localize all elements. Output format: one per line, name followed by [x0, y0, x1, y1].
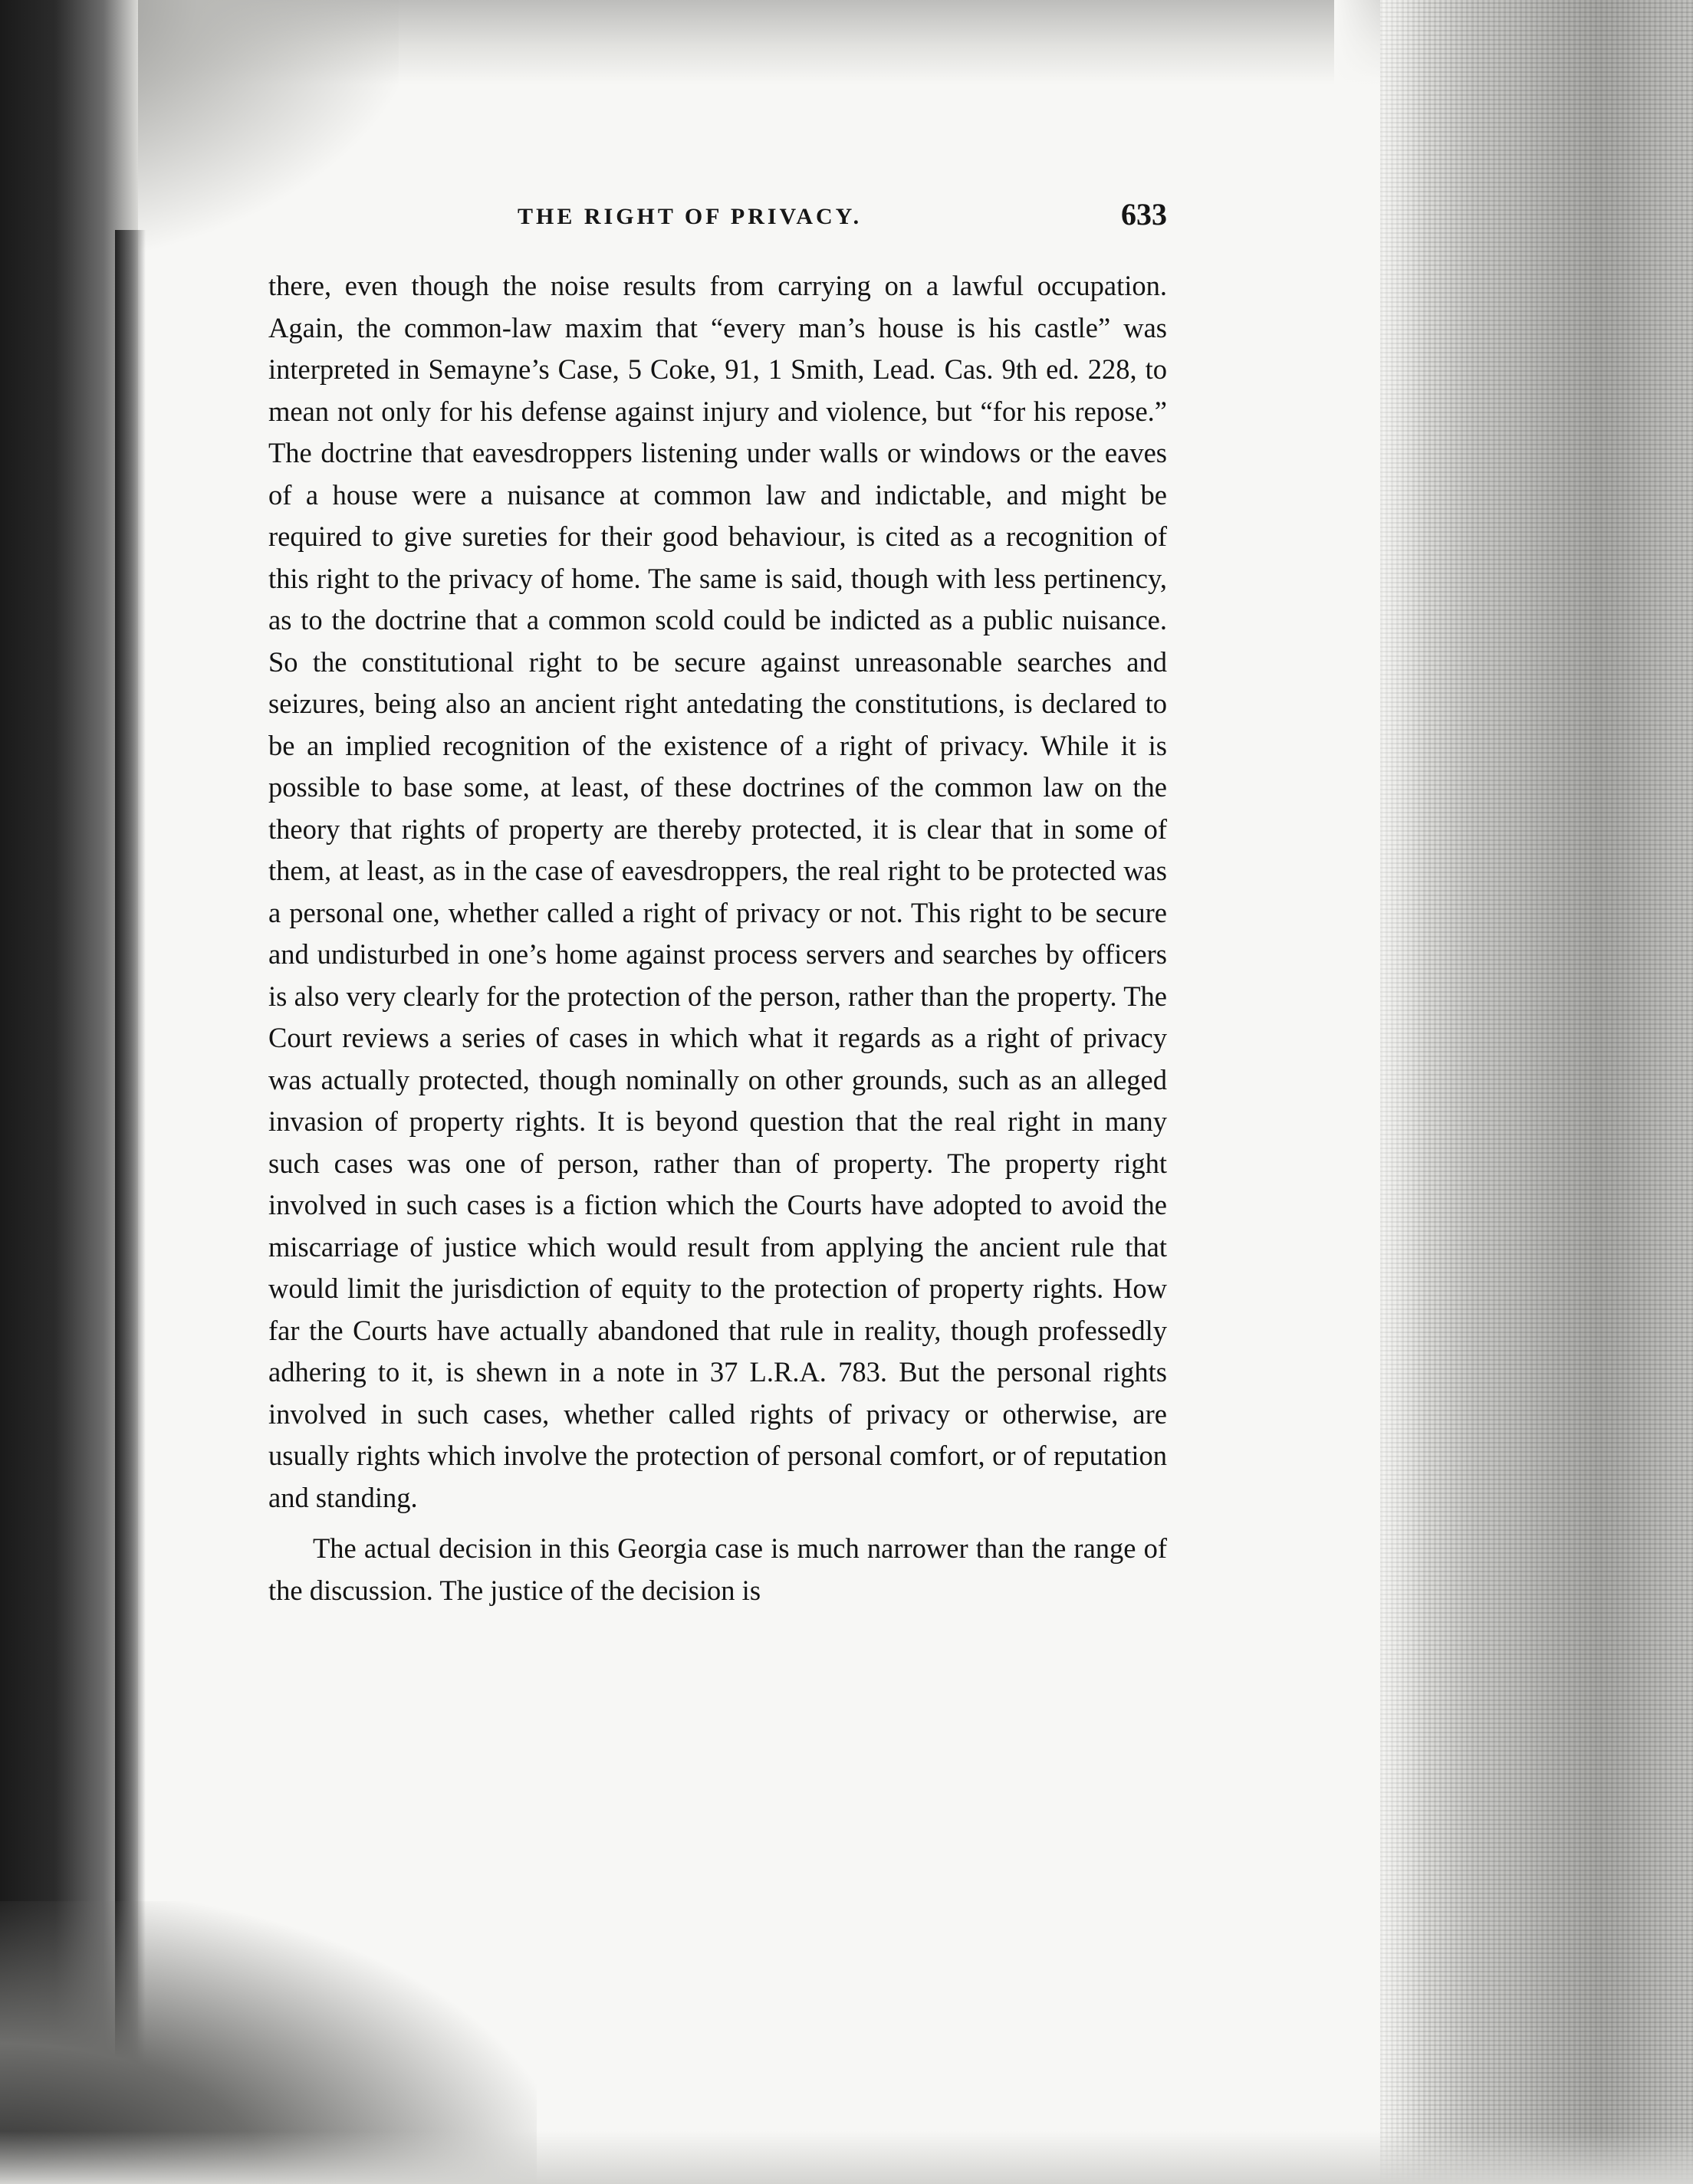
running-head [268, 197, 1167, 239]
paragraph-2: The actual decision in this Georgia case is much narrower than the range of the discussion. The justice of the decision is [268, 1532, 1167, 1606]
right-margin-fade [1334, 0, 1426, 2184]
paragraph-1: there, even though the noise results from carrying on a lawful occupation. Again, the common-law maxim that “every man’s house is his castle” was interpreted in Semayne’s Case, 5 Coke, 91, 1 Smith, Lead. Cas. 9th ed. 228, to mean not only for his defense against injury and violence, but “for his repose.” The doctrine that eavesdroppers listening under walls or windows or the eaves of a house were a nuisance at common law and indictable, and might be required to give sureties for their good behaviour, is cited as a recognition of this right to the privacy of home. The same is said, though with less pertinency, as to the doctrine that a common scold could be indicted as a public nuisance. So the constitutional right to be secure against unreasonable searches and seizures, being also an ancient right antedating the constitutions, is declared to be an implied recognition of the existence of a right of privacy. While it is possible to base some, at least, of these doctrines of the common law on the theory that rights of property are thereby protected, it is clear that in some of them, at least, as in the case of eavesdroppers, the real right to be protected was a personal one, whether called a right of privacy or not. This right to be secure and undisturbed in one’s home against process servers and searches by officers is also very clearly for the protection of the person, rather than the property. The Court reviews a series of cases in which what it regards as a right of privacy was actually protected, though nominally on other grounds, such as an alleged invasion of property rights. It is beyond question that the real right in many such cases was one of person, rather than of property. The property right involved in such cases is a fiction which the Courts have adopted to avoid the miscarriage of justice which would result from applying the ancient rule that would limit the jurisdiction of equity to the protection of property rights. How far the Courts have actually abandoned that rule in reality, though professedly adhering to it, is shewn in a note in 37 L.R.A. 783. But the personal rights involved in such cases, whether called rights of privacy or otherwise, are usually rights which involve the protection of personal comfort, or of reputation and standing. [268, 270, 1167, 1513]
right-margin-scan-noise [1380, 0, 1693, 2184]
running-title: THE RIGHT OF PRIVACY. [518, 204, 863, 229]
binding-edge-gradient [115, 230, 146, 2184]
body-text [268, 265, 1167, 1611]
page-number: 633 [1121, 197, 1167, 232]
scan-bottom-shadow [0, 2131, 1693, 2184]
